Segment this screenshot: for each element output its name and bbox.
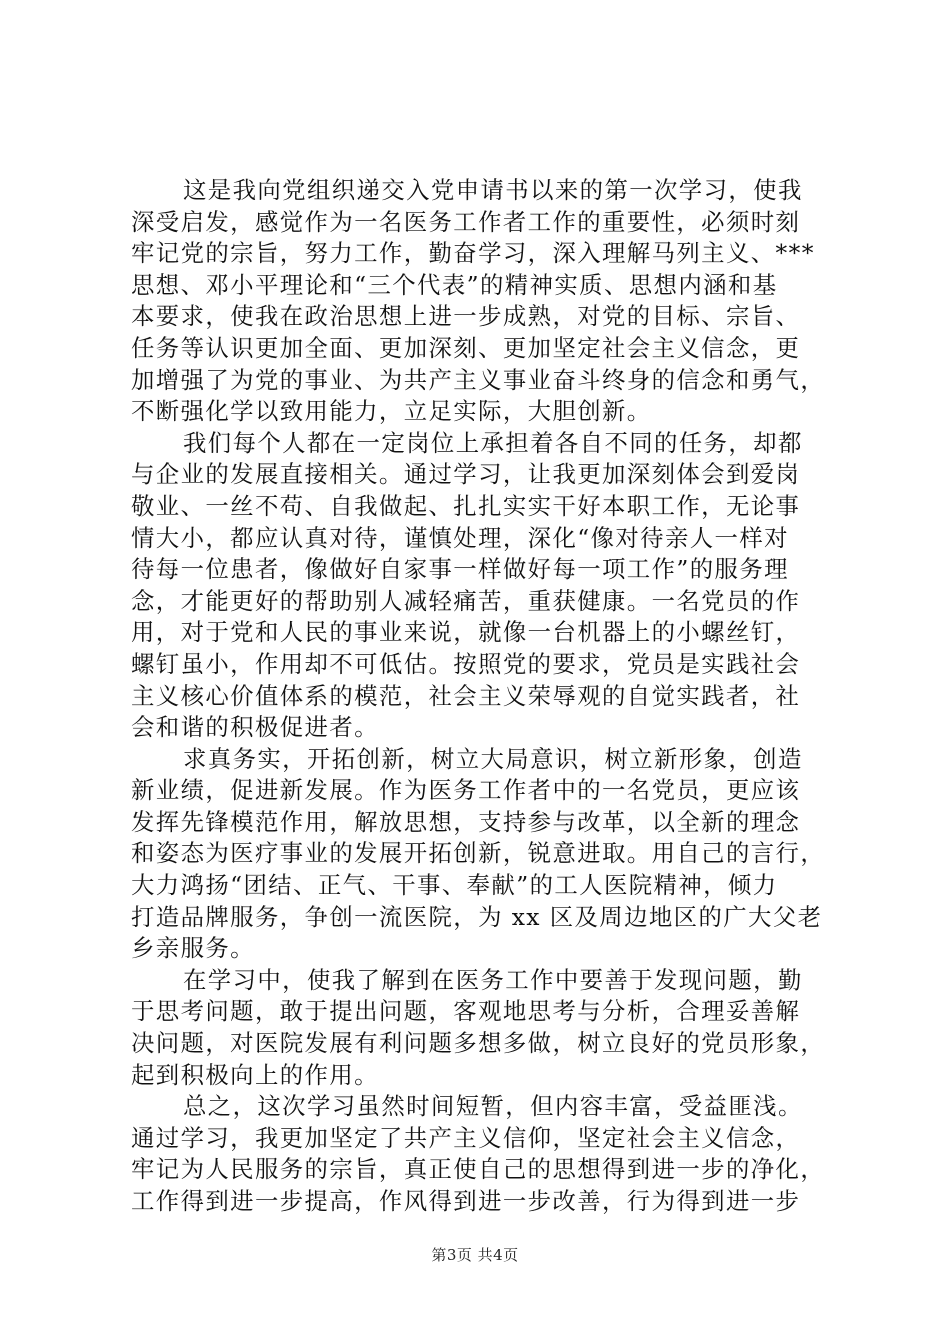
document-body bbox=[131, 175, 831, 1218]
paragraph-4-text: 在学习中，使我了解到在医务工作中要善于发现问题，勤 于思考问题，敢于提出问题，客观地思考与分析，合理妥善解 决问题，对医院发展有利问题多想多做，树立良好的党员形象， 起到积极向上的作用。 bbox=[131, 965, 826, 1089]
paragraph-5-text: 总之，这次学习虽然时间短暂，但内容丰富，受益匪浅。 通过学习，我更加坚定了共产主义信仰，坚定社会主义信念， 牢记为人民服务的宗旨，真正使自己的思想得到进一步的净化， 工作得到进一步提高，作风得到进一步改善，行为得到进一步 bbox=[131, 1092, 826, 1215]
paragraph-3-text: 求真务实，开拓创新，树立大局意识，树立新形象，创造 新业绩，促进新发展。作为医务工作者中的一名党员，更应该 发挥先锋模范作用，解放思想，支持参与改革，以全新的理念 和姿态为医疗事业的发展开拓创新，锐意进取。用自己的言行， 大力鸿扬“团结、正气、干事、奉献”的工人医院精神，倾力 打造品牌服务，争创一流医院，为 xx 区及周边地区的广大父老 乡亲服务。 bbox=[131, 744, 826, 963]
paragraph-1 bbox=[131, 175, 831, 428]
paragraph-2-text: 我们每个人都在一定岗位上承担着各自不同的任务，却都 与企业的发展直接相关。通过学习，让我更加深刻体会到爱岗 敬业、一丝不苟、自我做起、扎扎实实干好本职工作，无论事 情大小，都应认真对待，谨慎处理，深化“像对待亲人一样对 待每一位患者，像做好自家事一样做好每一项工作”的服务理 念，才能更好的帮助别人减轻痛苦，重获健康。一名党员的作 用，对于党和人民的事业来说，就像一台机器上的小螺丝钉， 螺钉虽小，作用却不可低估。按照党的要求，党员是实践社会 主义核心价值体系的模范，社会主义荣辱观的自觉实践者，社 会和谐的积极促进者。 bbox=[131, 428, 803, 742]
page-number: 第3页 共4页 bbox=[431, 1246, 519, 1264]
paragraph-3 bbox=[131, 744, 831, 965]
paragraph-4 bbox=[131, 965, 831, 1091]
paragraph-5 bbox=[131, 1091, 831, 1217]
paragraph-1-text: 这是我向党组织递交入党申请书以来的第一次学习，使我 深受启发，感觉作为一名医务工作者工作的重要性，必须时刻 牢记党的宗旨，努力工作，勤奋学习，深入理解马列主义、*** 思想、邓小平理论和“三个代表”的精神实质、思想内涵和基 本要求，使我在政治思想上进一步成熟，对党的目标、宗旨、 任务等认识更加全面、更加深刻、更加坚定社会主义信念，更 加增强了为党的事业、为共产主义事业奋斗终身的信念和勇气， 不断强化学以致用能力，立足实际，大胆创新。 bbox=[131, 176, 826, 426]
paragraph-2 bbox=[131, 428, 831, 744]
page-footer bbox=[0, 1245, 950, 1265]
